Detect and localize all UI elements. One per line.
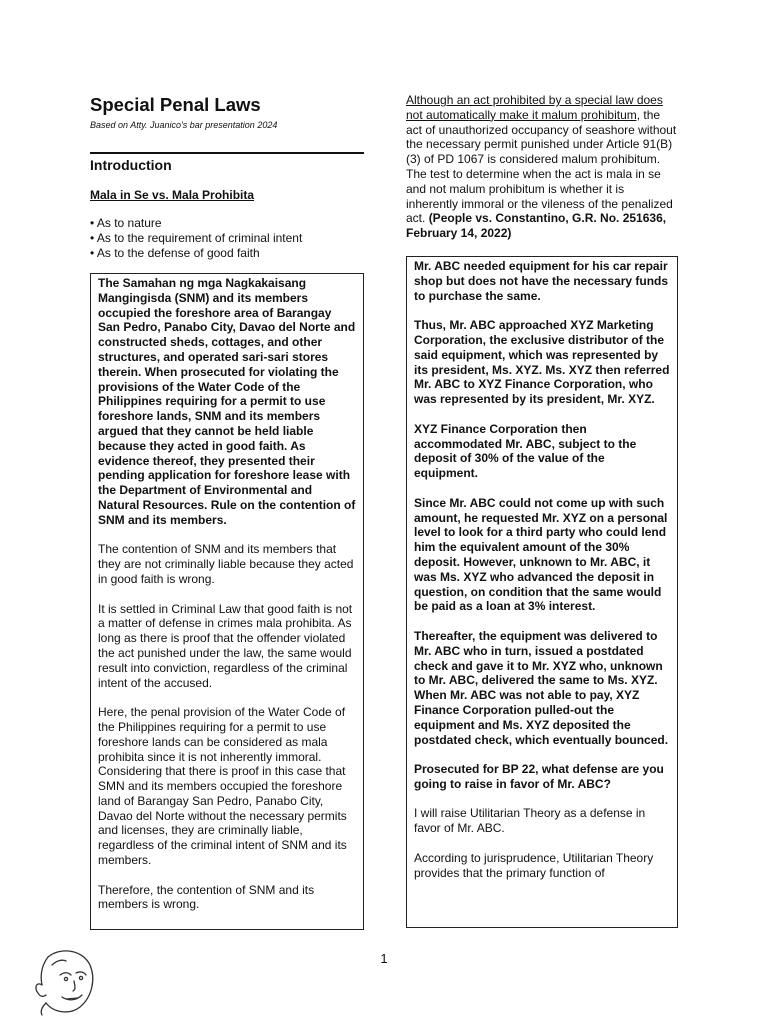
page-number: 1 — [380, 951, 388, 966]
question-paragraph: XYZ Finance Corporation then accommodated Mr. ABC, subject to the deposit of 30% of the value of the equipment. — [414, 421, 637, 481]
section-divider — [90, 152, 364, 154]
bullet-item: • As to nature — [90, 216, 162, 230]
case-citation: (People vs. Constantino, G.R. No. 251636, February 14, 2022) — [406, 211, 667, 241]
answer-paragraph: According to jurisprudence, Utilitarian Theory provides that the primary function of — [414, 850, 654, 880]
answer-paragraph: Therefore, the contention of SNM and its members is wrong. — [98, 882, 315, 912]
question-box-water-code — [90, 273, 364, 930]
doctrine-paragraph — [406, 93, 678, 241]
doctrine-body: the act of unauthorized occupancy of seashore without the necessary permit punished under Article 91(B)(3) of PD 1067 is considered malum prohibitum. The test to determine when the act is mala in se and not malum prohibitum is whether it is inherently immoral or the vileness of the penalized act. — [406, 107, 677, 226]
doctrine-underlined: Although an act prohibited by a special law does not automatically make it malum prohibitum, — [406, 93, 663, 122]
page-subtitle: Based on Atty. Juanico's bar presentation 2024 — [90, 120, 278, 130]
bullet-item: • As to the requirement of criminal intent — [90, 230, 303, 245]
bullet-item: • As to the defense of good faith — [90, 245, 260, 260]
answer-paragraph: I will raise Utilitarian Theory as a defense in favor of Mr. ABC. — [414, 806, 646, 836]
right-column — [406, 93, 678, 241]
answer-paragraph: Here, the penal provision of the Water Code of the Philippines requiring for a permit to use foreshore lands can be considered as mala prohibita since it is not inherently immoral. Considering that there is proof in this case that SMN and its members occupied the foreshore land of Barangay San Pedro, Panabo City, Davao del Norte without the necessary permits and licenses, they are criminally liable, regardless of the criminal intent of SNM and its members. — [98, 705, 347, 868]
question-box-bp22 — [406, 256, 678, 928]
face-sketch-icon — [30, 945, 100, 1017]
answer-paragraph: The contention of SNM and its members that they are not criminally liable because they acted in good faith is wrong. — [98, 542, 354, 586]
answer-paragraph: It is settled in Criminal Law that good faith is not a matter of defense in crimes mala prohibita. As long as there is proof that the offender violated the act punished under the law, the same would result into conviction, regardless of the criminal intent of the accused. — [98, 601, 353, 690]
section-subheading: Mala in Se vs. Mala Prohibita — [90, 188, 255, 202]
question-text: The Samahan ng mga Nagkakaisang Mangingisda (SNM) and its members occupied the foreshore area of Barangay San Pedro, Panabo City, Davao del Norte and constructed sheds, cottages, and other structures, and operated sari-sari stores therein. When prosecuted for violating the provisions of the Water Code of the Philippines requiring for a permit to use foreshore lands, SNM and its members argued that they cannot be held liable because they acted in good faith. As evidence thereof, they presented their pending application for foreshore lease with the Department of Environmental and Natural Resources. Rule on the contention of SNM and its members. — [98, 276, 356, 527]
question-paragraph: Prosecuted for BP 22, what defense are you going to raise in favor of Mr. ABC? — [414, 762, 664, 791]
bullet-list — [90, 216, 364, 261]
question-paragraph: Mr. ABC needed equipment for his car repair shop but does not have the necessary funds to purchase the same. — [414, 259, 669, 303]
section-heading: Introduction — [90, 157, 172, 173]
question-paragraph: Thereafter, the equipment was delivered to Mr. ABC who in turn, issued a postdated check and gave it to Mr. XYZ who, unknown to Mr. ABC, delivered the same to Ms. XYZ. When Mr. ABC was not able to pay, XYZ Finance Corporation pulled-out the equipment and Ms. XYZ deposited the postdated check, which eventually bounced. — [414, 628, 669, 747]
left-column — [90, 93, 364, 261]
question-paragraph: Since Mr. ABC could not come up with such amount, he requested Mr. XYZ on a personal level to look for a third party who could lend him the equivalent amount of the 30% deposit. However, unknown to Mr. ABC, it was Ms. XYZ who advanced the deposit in question, on condition that the same would be paid as a loan at 3% interest. — [414, 495, 668, 614]
question-paragraph: Thus, Mr. ABC approached XYZ Marketing Corporation, the exclusive distributor of the said equipment, which was represented by its president, Ms. XYZ. Ms. XYZ then referred Mr. ABC to XYZ Finance Corporation, who was represented by its president, Mr. XYZ. — [414, 318, 670, 407]
page-title: Special Penal Laws — [90, 94, 261, 115]
